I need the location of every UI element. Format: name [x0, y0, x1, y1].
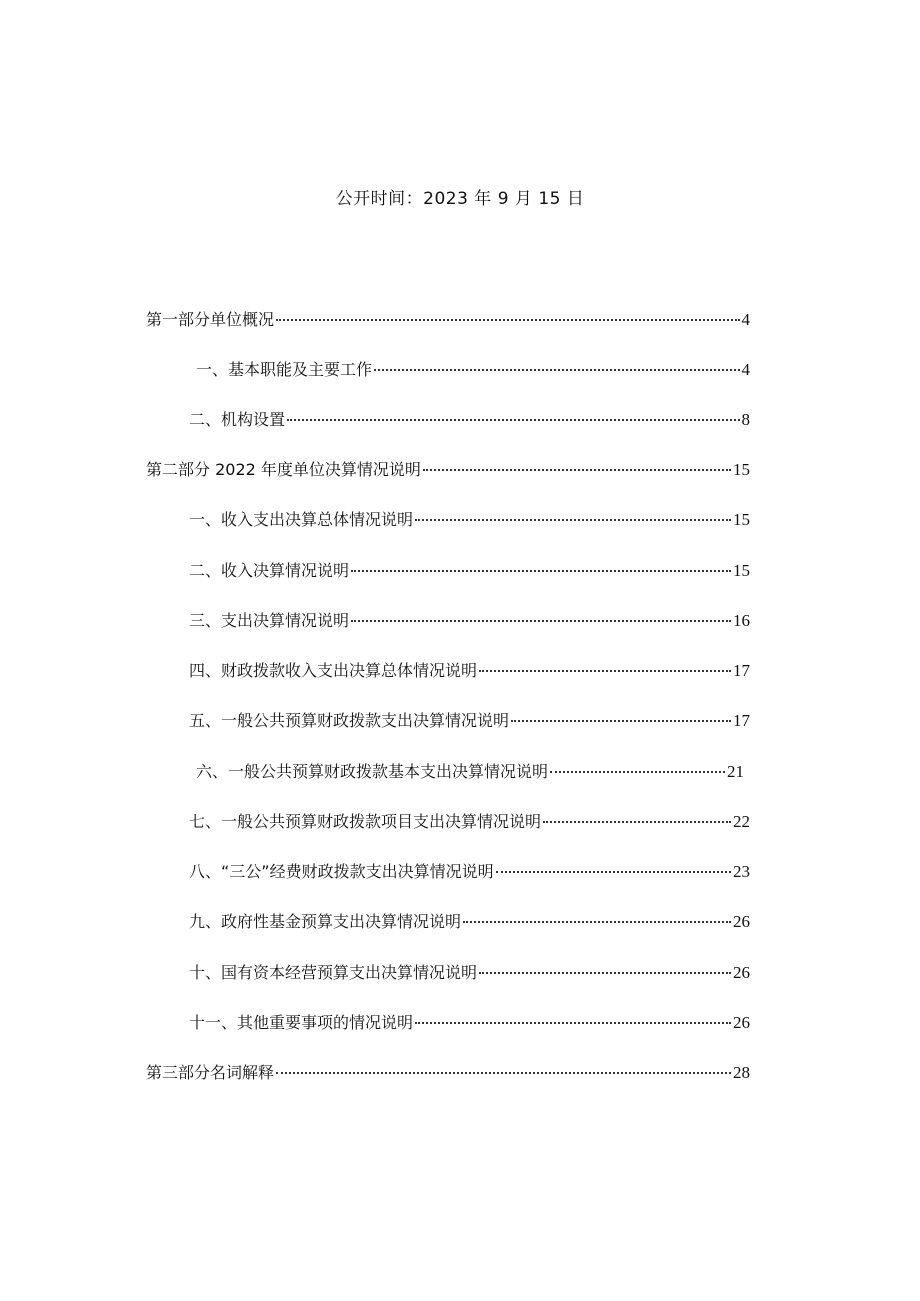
toc-leader	[415, 1022, 731, 1024]
toc-entry-label: 第一部分单位概况	[146, 310, 275, 329]
toc-entry-page: 15	[733, 460, 750, 479]
toc-entry[interactable]	[189, 710, 750, 732]
toc-leader	[287, 419, 739, 421]
toc-entry[interactable]	[196, 761, 744, 783]
toc-entry[interactable]	[189, 509, 750, 531]
toc-entry-label: 二、收入决算情况说明	[189, 561, 350, 580]
toc-entry[interactable]	[189, 962, 750, 984]
toc-entry[interactable]	[189, 610, 750, 632]
toc-entry-page: 28	[733, 1063, 750, 1082]
toc-leader	[479, 670, 731, 672]
toc-entry[interactable]	[189, 1012, 750, 1034]
toc-entry-page: 16	[733, 611, 750, 630]
toc-entry-page: 26	[733, 963, 750, 982]
toc-entry-label: 七、一般公共预算财政拨款项目支出决算情况说明	[189, 812, 542, 831]
toc-entry-page: 4	[741, 360, 750, 379]
toc-leader	[543, 821, 731, 823]
toc-entry-page: 8	[741, 410, 750, 429]
toc-leader	[511, 720, 731, 722]
toc-entry-label: 三、支出决算情况说明	[189, 611, 350, 630]
toc-entry[interactable]	[196, 359, 750, 381]
toc-leader	[550, 771, 725, 773]
toc-entry-page: 21	[727, 762, 744, 781]
toc-entry-label: 五、一般公共预算财政拨款支出决算情况说明	[189, 711, 510, 730]
toc-entry-label: 六、一般公共预算财政拨款基本支出决算情况说明	[196, 762, 549, 781]
toc-leader	[276, 319, 739, 321]
toc-entry[interactable]	[146, 459, 750, 481]
publish-date: 公开时间：2023 年 9 月 15 日	[335, 189, 585, 209]
toc-entry[interactable]	[189, 861, 750, 883]
toc-entry-label: 一、基本职能及主要工作	[196, 360, 373, 379]
toc-leader	[463, 921, 731, 923]
toc-leader	[374, 369, 739, 371]
toc-leader	[423, 469, 731, 471]
toc-entry-label: 二、机构设置	[189, 410, 286, 429]
toc-entry-label: 第二部分 2022 年度单位决算情况说明	[146, 460, 421, 479]
toc-leader	[276, 1072, 731, 1074]
toc-leader	[351, 620, 731, 622]
toc-leader	[351, 570, 731, 572]
toc-entry-page: 17	[733, 661, 750, 680]
toc-leader	[415, 519, 731, 521]
toc-leader	[479, 972, 731, 974]
toc-entry[interactable]	[189, 560, 750, 582]
toc-entry-label: 一、收入支出决算总体情况说明	[189, 510, 414, 529]
toc-entry[interactable]	[189, 911, 750, 933]
toc-entry-page: 15	[733, 561, 750, 580]
toc-entry-label: 十一、其他重要事项的情况说明	[189, 1013, 414, 1032]
toc-entry[interactable]	[189, 660, 750, 682]
toc-entry-page: 4	[741, 310, 750, 329]
toc-entry[interactable]	[146, 309, 750, 331]
toc-entry-label: 八、“三公”经费财政拨款支出决算情况说明	[189, 862, 494, 881]
toc-entry-label: 四、财政拨款收入支出决算总体情况说明	[189, 661, 478, 680]
toc-entry-label: 第三部分名词解释	[146, 1063, 275, 1082]
toc-entry-page: 23	[733, 862, 750, 881]
toc-entry[interactable]	[189, 409, 750, 431]
toc-entry-label: 九、政府性基金预算支出决算情况说明	[189, 912, 462, 931]
toc-entry-page: 17	[733, 711, 750, 730]
toc-entry-label: 十、国有资本经营预算支出决算情况说明	[189, 963, 478, 982]
toc-leader	[496, 871, 731, 873]
toc-entry-page: 22	[733, 812, 750, 831]
toc-entry-page: 15	[733, 510, 750, 529]
toc-entry[interactable]	[189, 811, 750, 833]
toc-entry-page: 26	[733, 912, 750, 931]
toc-entry-page: 26	[733, 1013, 750, 1032]
toc-entry[interactable]	[146, 1062, 750, 1084]
